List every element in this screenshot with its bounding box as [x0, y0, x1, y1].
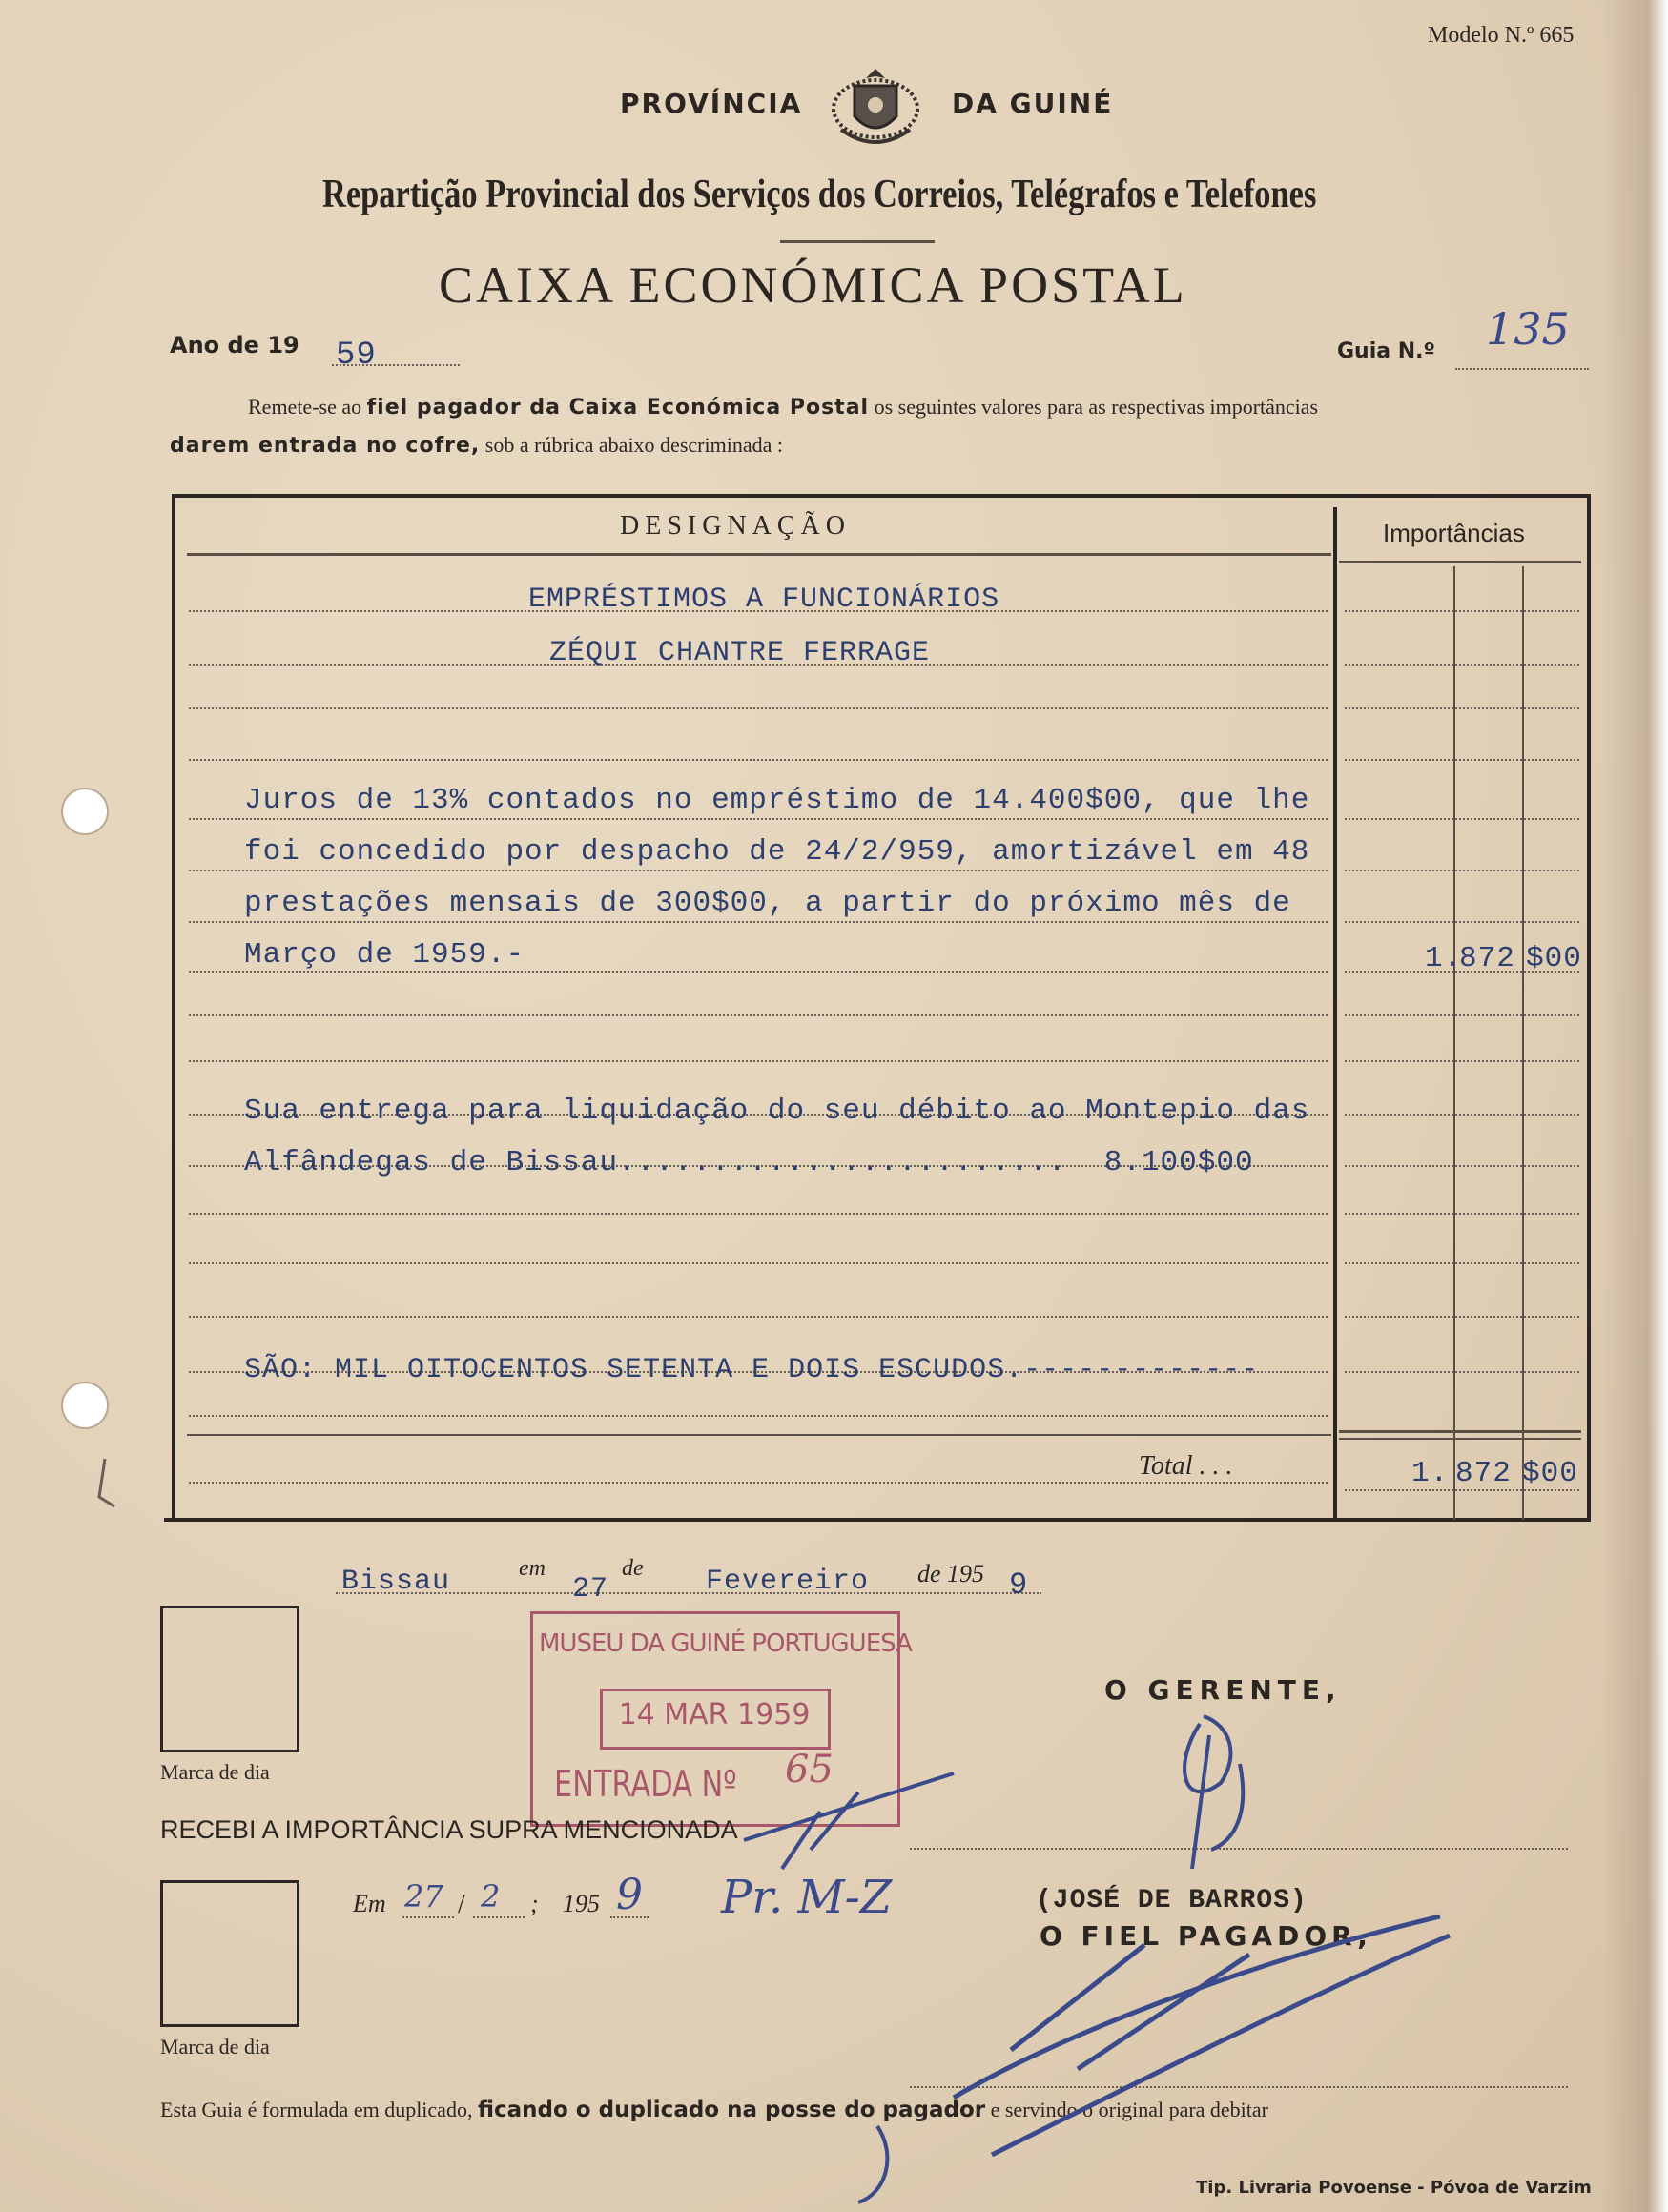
row-guide — [189, 759, 1328, 761]
amount-guide — [1345, 921, 1579, 923]
receipt-year: 9 — [616, 1871, 643, 1919]
description-line: Março de 1959.- — [244, 938, 525, 972]
date-em: em — [519, 1556, 546, 1581]
header-underline — [187, 553, 1331, 556]
day-mark-box — [160, 1606, 299, 1752]
row-guide — [189, 870, 1328, 871]
date-day: 27 — [572, 1573, 609, 1606]
day-mark-label: Marca de dia — [160, 1760, 270, 1784]
amount-guide — [1345, 1114, 1579, 1116]
amount-col-line — [1453, 566, 1455, 1520]
description-line: Juros de 13% contados no empréstimo de 14.400$00, que lhe — [244, 784, 1310, 817]
receipt-year-prefix: 195 — [563, 1890, 600, 1917]
amount-guide — [1345, 818, 1579, 820]
amount-guide — [1345, 1316, 1579, 1318]
row-guide — [189, 1014, 1328, 1016]
date-month: Fevereiro — [706, 1566, 870, 1598]
receipt-note: Pr. M-Z — [721, 1871, 893, 1924]
amount-guide — [1345, 1213, 1579, 1215]
row-guide — [189, 921, 1328, 923]
year-label: Ano de 19 — [170, 332, 299, 358]
receipt-month: 2 — [481, 1878, 501, 1915]
amount-guide — [1345, 1262, 1579, 1264]
row-guide — [189, 1262, 1328, 1264]
amount-guide — [1345, 1060, 1579, 1062]
model-number: Modelo N.º 665 — [1428, 23, 1575, 48]
amount-in-words: SÃO: MIL OITOCENTOS SETENTA E DOIS ESCUDOS.------------- — [244, 1354, 1260, 1386]
amount-guide — [1345, 759, 1579, 761]
amount-guide — [1345, 870, 1579, 871]
table-right-border — [1587, 494, 1591, 1520]
receipt-year-prefix: ; — [530, 1890, 539, 1917]
table-left-border — [172, 494, 175, 1520]
col-designacao: DESIGNAÇÃO — [620, 511, 851, 541]
punch-hole — [61, 788, 109, 835]
amount-guide — [1345, 1371, 1579, 1373]
description-line: Sua entrega para liquidação do seu débito ao Montepio das — [244, 1095, 1310, 1128]
footer-text: Esta Guia é formulada em duplicado, — [160, 2098, 473, 2121]
museum-stamp — [530, 1611, 912, 1827]
footer-note — [160, 2098, 1268, 2122]
total-rule — [1339, 1430, 1581, 1433]
intro-text: os seguintes valores para as respectivas importâncias — [874, 395, 1319, 419]
section-title: EMPRÉSTIMOS A FUNCIONÁRIOS — [528, 584, 1000, 616]
total-whole: 1. — [1411, 1457, 1450, 1490]
receipt-month-line — [473, 1916, 525, 1918]
total-rule — [1339, 1438, 1581, 1440]
receipt-em: Em — [353, 1890, 386, 1917]
description-line: foi concedido por despacho de 24/2/959, amortizável em 48 — [244, 835, 1310, 869]
row-guide — [189, 707, 1328, 709]
amount-col-line — [1522, 566, 1524, 1520]
punch-hole — [61, 1382, 109, 1429]
row-guide — [189, 1482, 1328, 1484]
year-value: 59 — [336, 338, 377, 374]
paper-edge — [1601, 0, 1668, 2212]
footer-bold: ficando o duplicado na posse do pagador — [477, 2098, 986, 2122]
intro-text: Remete-se ao — [248, 395, 362, 419]
description-line: Alfândegas de Bissau........................ 8.100$00 — [244, 1146, 1254, 1179]
slash: / — [458, 1890, 465, 1919]
manager-name: (JOSÉ DE BARROS) — [1036, 1886, 1308, 1915]
receipt-day: 27 — [404, 1878, 443, 1915]
guia-label: Guia N.º — [1337, 339, 1435, 363]
received-statement: RECEBI A IMPORTÂNCIA SUPRA MENCIONADA — [160, 1815, 738, 1844]
receipt-day-line — [402, 1916, 454, 1918]
signature-line — [910, 1848, 1568, 1850]
description-line: prestações mensais de 300$00, a partir do próximo mês de — [244, 887, 1291, 920]
row-guide — [189, 1316, 1328, 1318]
intro-bold: fiel pagador da Caixa Económica Postal — [366, 396, 870, 420]
amount-guide — [1345, 664, 1579, 666]
row-guide — [189, 818, 1328, 820]
total-rule — [187, 1434, 1331, 1436]
date-place: Bissau — [341, 1566, 451, 1598]
total-label: Total . . . — [1139, 1451, 1233, 1481]
table-top-border — [172, 494, 1591, 498]
province-left: PROVÍNCIA — [620, 88, 803, 119]
institution-title: CAIXA ECONÓMICA POSTAL — [439, 256, 1187, 314]
total-cents: $00 — [1522, 1457, 1578, 1490]
intro-paragraph-2 — [170, 427, 783, 464]
amount-guide — [1345, 610, 1579, 612]
employee-name: ZÉQUI CHANTRE FERRAGE — [549, 637, 931, 669]
row-guide — [189, 1213, 1328, 1215]
stamp-date: 14 MAR 1959 — [618, 1698, 811, 1731]
amount-whole: 1. — [1425, 942, 1463, 975]
intro-paragraph — [248, 389, 1602, 426]
stamp-text: MUSEU DA GUINÉ PORTUGUESA — [539, 1629, 912, 1658]
intro-text: sob a rúbrica abaixo descriminada : — [484, 433, 783, 457]
header-underline — [1339, 561, 1581, 563]
amount-thousands: 872 — [1459, 942, 1515, 975]
stamp-entrada: ENTRADA Nº — [554, 1763, 737, 1805]
guia-value: 135 — [1486, 303, 1570, 355]
row-guide — [189, 1060, 1328, 1062]
day-mark-box — [160, 1880, 299, 2027]
date-year-prefix: de 195 — [917, 1560, 985, 1587]
amount-guide — [1345, 1014, 1579, 1016]
signature-line — [910, 2086, 1568, 2088]
amount-cents: $00 — [1526, 942, 1582, 975]
manager-title: O GERENTE, — [1104, 1674, 1342, 1706]
stamp-entry-number: 65 — [785, 1748, 834, 1792]
col-importancias: Importâncias — [1383, 519, 1525, 547]
department-title: Repartição Provincial dos Serviços dos Correios, Telégrafos e Telefones — [322, 173, 1317, 216]
date-de: de — [622, 1556, 644, 1581]
date-year: 9 — [1009, 1567, 1029, 1603]
coat-of-arms-icon — [822, 63, 929, 151]
amount-guide — [1345, 707, 1579, 709]
amount-guide — [1345, 1165, 1579, 1167]
paymaster-title: O FIEL PAGADOR, — [1040, 1920, 1372, 1952]
column-separator — [1333, 507, 1337, 1520]
row-guide — [189, 1415, 1328, 1417]
printer-credit: Tip. Livraria Povoense - Póvoa de Varzim — [1196, 2178, 1592, 2198]
province-right: DA GUINÉ — [952, 88, 1114, 119]
footer-text: e servindo o original para debitar — [990, 2098, 1269, 2121]
day-mark-label: Marca de dia — [160, 2035, 270, 2058]
divider — [780, 240, 935, 243]
total-thousands: 872 — [1455, 1457, 1512, 1490]
table-bottom-border — [164, 1518, 1591, 1522]
intro-bold: darem entrada no cofre, — [170, 434, 481, 458]
